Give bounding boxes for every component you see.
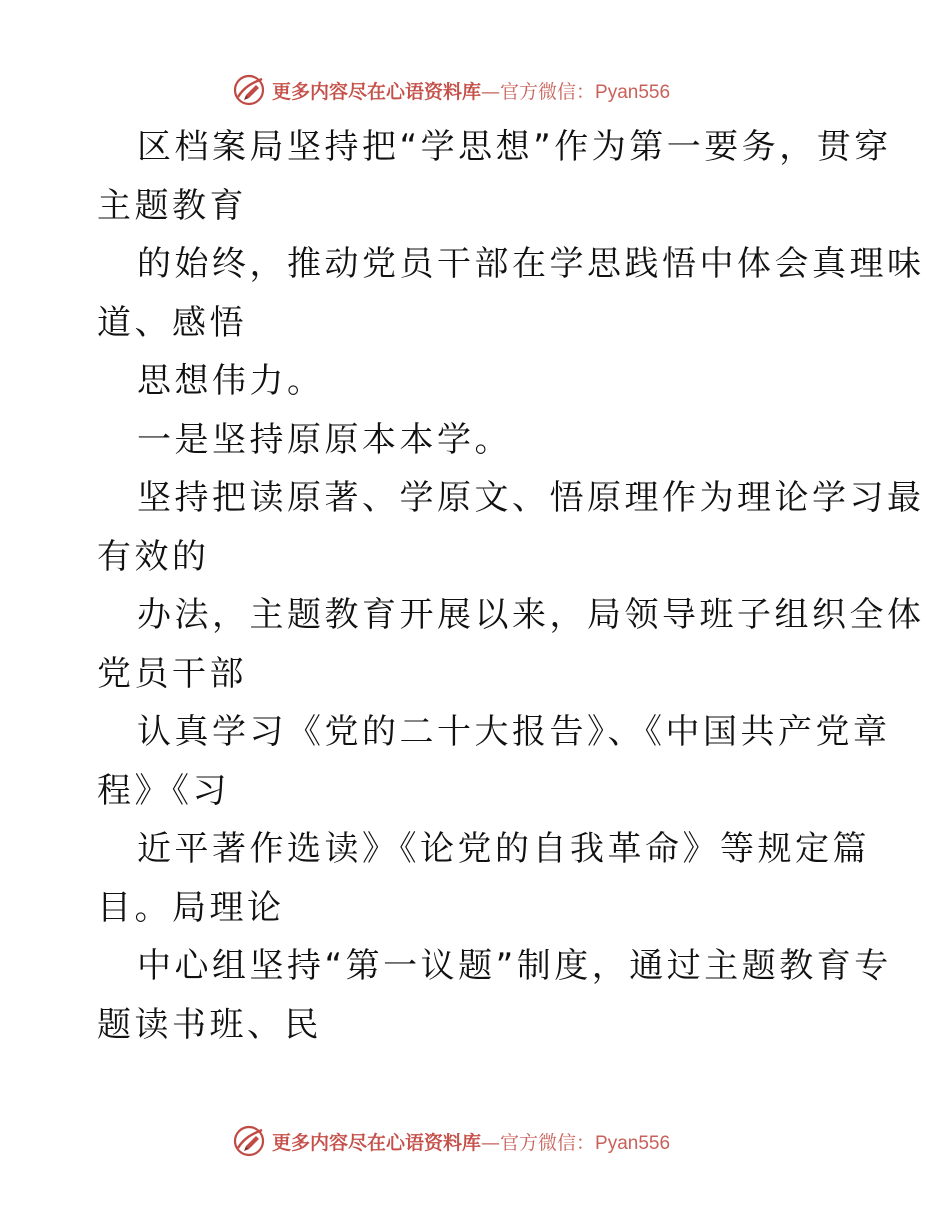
text-line: 思想伟力。 (137, 361, 325, 401)
text-line: 目。局理论 (97, 887, 285, 928)
text-line: 题读书班、民 (97, 1004, 322, 1045)
footer-separator: — (481, 1131, 501, 1154)
text-line: 的始终，推动党员干部在学思践悟中体会真理味 (137, 244, 925, 284)
text-line: 程》《习 (97, 770, 230, 811)
document-body (97, 118, 925, 1054)
footer-contact-handle: Pyan556 (595, 1132, 671, 1154)
text-line: 主题教育 (97, 185, 247, 226)
footer-banner (232, 1124, 712, 1158)
text-line: 近平著作选读》《论党的自我革命》等规定篇 (137, 829, 870, 869)
header-brand: 更多内容尽在心语资料库 (272, 80, 482, 103)
text-line: 坚持把读原著、学原文、悟原理作为理论学习最 (137, 478, 925, 518)
header-contact-label: 官方微信： (500, 80, 596, 103)
pen-logo-icon (232, 1124, 266, 1158)
text-line: 有效的 (97, 536, 210, 577)
header-banner (232, 73, 712, 107)
text-line: 办法，主题教育开展以来，局领导班子组织全体 (137, 595, 925, 635)
text-line: 党员干部 (97, 653, 247, 694)
text-line: 认真学习《党的二十大报告》、《中国共产党章 (137, 712, 891, 752)
text-line: 一是坚持原原本本学。 (137, 419, 512, 460)
header-contact-handle: Pyan556 (595, 81, 671, 103)
footer-banner-text (272, 1128, 670, 1155)
header-banner-text (272, 77, 670, 104)
footer-contact-label: 官方微信： (500, 1131, 596, 1154)
header-separator: — (481, 80, 501, 103)
text-line: 区档案局坚持把“学思想”作为第一要务，贯穿 (137, 127, 892, 167)
text-line: 道、感悟 (97, 302, 247, 343)
footer-brand: 更多内容尽在心语资料库 (272, 1131, 482, 1154)
text-line: 中心组坚持“第一议题”制度，通过主题教育专 (137, 946, 892, 986)
pen-logo-icon (232, 73, 266, 107)
